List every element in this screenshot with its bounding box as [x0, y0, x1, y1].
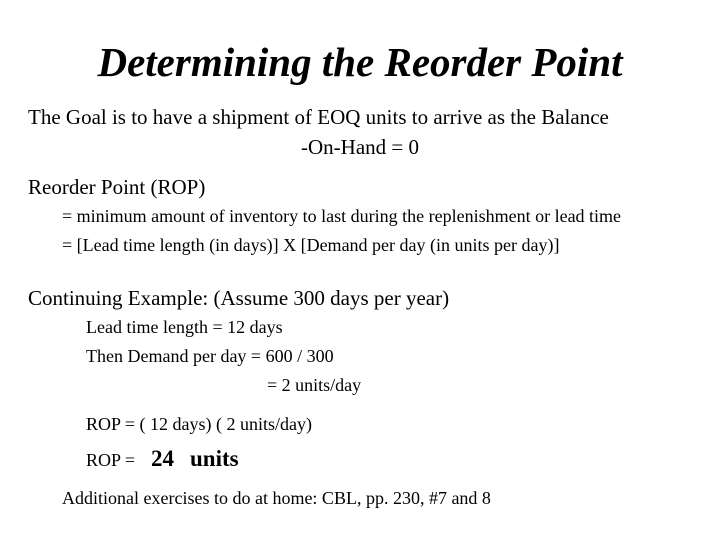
rop-result-unit: units: [190, 446, 239, 471]
demand-line: Then Demand per day = 600 / 300: [86, 346, 334, 366]
lead-time-line: Lead time length = 12 days: [86, 317, 283, 337]
example-heading: Continuing Example: (Assume 300 days per year): [28, 286, 450, 310]
rop-result-value: 24: [151, 446, 174, 471]
rop-result-label: ROP =: [86, 450, 135, 470]
rop-calculation: ROP = ( 12 days) ( 2 units/day): [86, 414, 312, 434]
goal-line-1: The Goal is to have a shipment of EOQ units to arrive as the Balance: [28, 105, 609, 129]
rop-definition-2: = [Lead time length (in days)] X [Demand per day (in units per day)]: [62, 235, 560, 255]
goal-line-2: -On-Hand = 0: [301, 135, 419, 159]
demand-result: = 2 units/day: [267, 375, 362, 395]
slide-title: Determining the Reorder Point: [97, 39, 623, 85]
exercises-note: Additional exercises to do at home: CBL, pp. 230, #7 and 8: [62, 488, 491, 508]
rop-definition-1: = minimum amount of inventory to last during the replenishment or lead time: [62, 206, 622, 226]
rop-heading: Reorder Point (ROP): [28, 175, 206, 199]
rop-result: [86, 445, 239, 476]
